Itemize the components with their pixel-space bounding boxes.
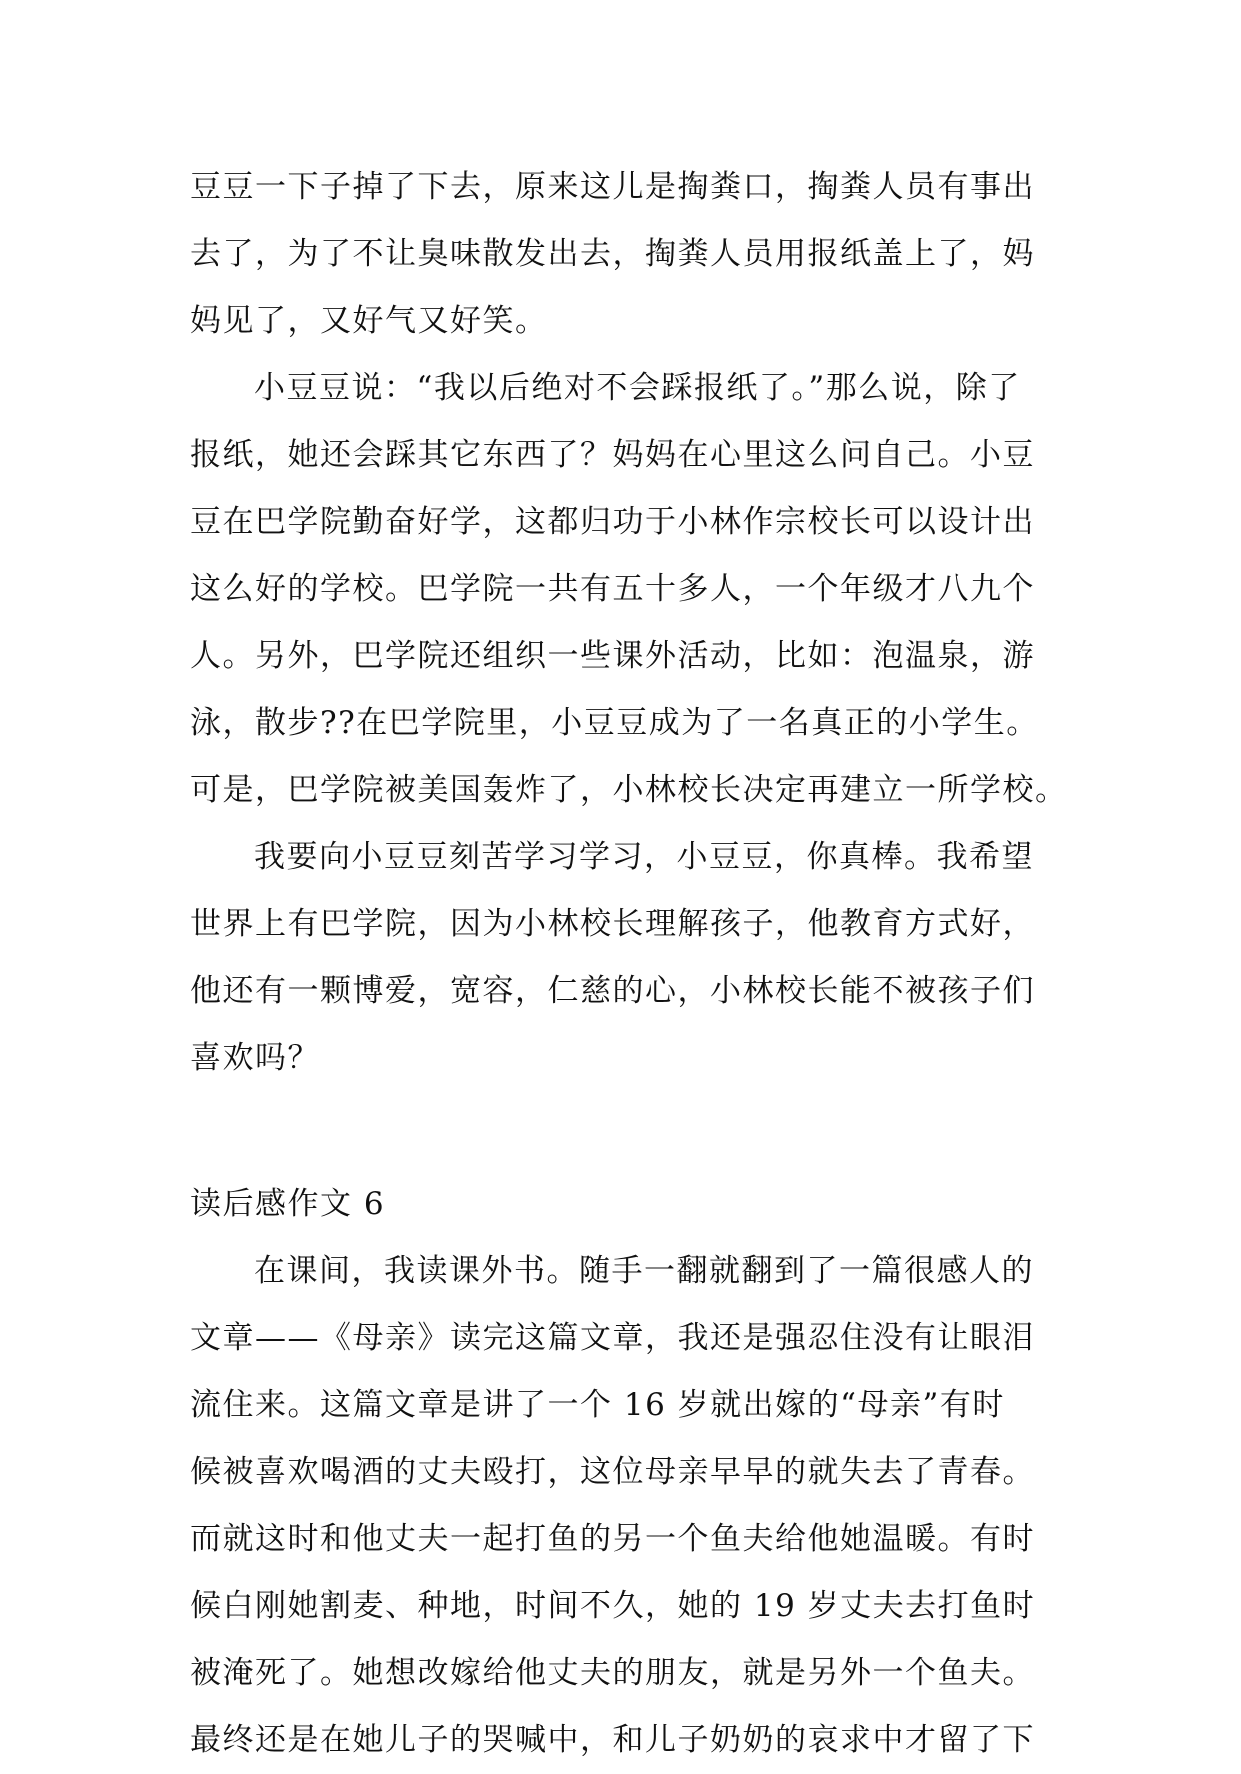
text-line: 被淹死了。她想改嫁给他丈夫的朋友，就是另外一个鱼夫。 — [190, 1655, 1035, 1691]
text-line: 文章——《母亲》读完这篇文章，我还是强忍住没有让眼泪 — [190, 1320, 1035, 1356]
paragraph-conclusion — [190, 824, 1052, 1092]
text-line: 候白刚她割麦、种地，时间不久，她的 19 岁丈夫去打鱼时 — [190, 1588, 1036, 1624]
paragraph-xiaodoudou — [190, 355, 1068, 824]
text-line: 他还有一颗博爱，宽容，仁慈的心，小林校长能不被孩子们 — [190, 973, 1035, 1009]
text-line: 喜欢吗？ — [190, 1040, 320, 1076]
text-line: 小豆豆说：“我以后绝对不会踩报纸了。”那么说，除了 — [254, 370, 1021, 406]
text-line: 我要向小豆豆刻苦学习学习，小豆豆，你真棒。我希望 — [254, 839, 1034, 875]
text-line: 候被喜欢喝酒的丈夫殴打，这位母亲早早的就失去了青春。 — [190, 1454, 1035, 1490]
text-line: 这么好的学校。巴学院一共有五十多人，一个年级才八九个 — [190, 571, 1035, 607]
text-line: 豆在巴学院勤奋好学，这都归功于小林作宗校长可以设计出 — [190, 504, 1035, 540]
section-spacer — [190, 1092, 1052, 1171]
text-line: 报纸，她还会踩其它东西了？妈妈在心里这么问自己。小豆 — [190, 437, 1035, 473]
text-line: 在课间，我读课外书。随手一翻就翻到了一篇很感人的 — [254, 1253, 1034, 1289]
text-line: 而就这时和他丈夫一起打鱼的另一个鱼夫给他她温暖。有时 — [190, 1521, 1035, 1557]
section-heading: 读后感作文 6 — [190, 1186, 386, 1222]
text-line: 人。另外，巴学院还组织一些课外活动，比如：泡温泉，游 — [190, 638, 1035, 674]
text-line: 妈见了，又好气又好笑。 — [190, 303, 548, 339]
text-line: 去了，为了不让臭味散发出去，掏粪人员用报纸盖上了，妈 — [190, 236, 1035, 272]
text-line: 世界上有巴学院，因为小林校长理解孩子，他教育方式好， — [190, 906, 1035, 942]
text-line: 泳，散步??在巴学院里，小豆豆成为了一名真正的小学生。 — [190, 705, 1039, 741]
text-line: 流住来。这篇文章是讲了一个 16 岁就出嫁的“母亲”有时 — [190, 1387, 1005, 1423]
paragraph-continuation — [190, 154, 1052, 355]
text-line: 最终还是在她儿子的哭喊中，和儿子奶奶的哀求中才留了下 — [190, 1722, 1035, 1758]
paragraph-mother-essay — [190, 1238, 1052, 1774]
text-line: 豆豆一下子掉了下去，原来这儿是掏粪口，掏粪人员有事出 — [190, 169, 1035, 205]
document-body — [190, 154, 1068, 1774]
text-line: 可是，巴学院被美国轰炸了，小林校长决定再建立一所学校。 — [190, 772, 1068, 808]
